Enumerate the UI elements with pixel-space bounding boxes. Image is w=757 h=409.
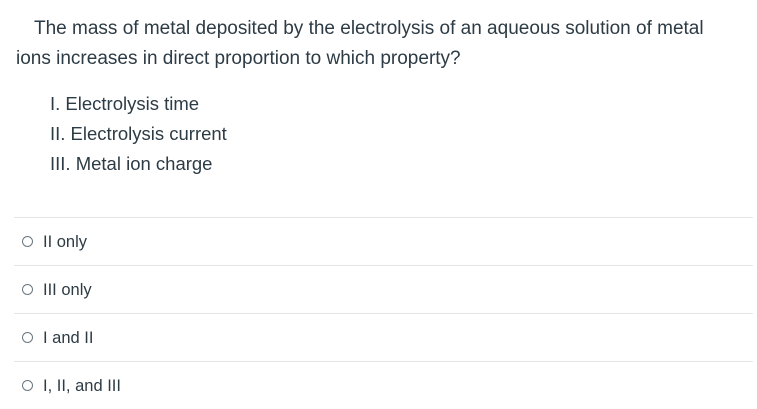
radio-button[interactable] [22, 236, 33, 247]
answer-option[interactable] [14, 361, 753, 409]
radio-button[interactable] [22, 332, 33, 343]
radio-button[interactable] [22, 380, 33, 391]
answer-label: I, II, and III [43, 376, 121, 395]
radio-button[interactable] [22, 284, 33, 295]
answer-label: I and II [43, 328, 94, 347]
answer-option[interactable] [14, 313, 753, 361]
answer-label: II only [43, 232, 88, 251]
answer-option[interactable] [14, 265, 753, 313]
statement-list [50, 89, 227, 179]
answer-option[interactable] [14, 217, 753, 265]
answer-options [14, 217, 753, 409]
answer-label: III only [43, 280, 92, 299]
question-text: The mass of metal deposited by the electrolysis of an aqueous solution of metal ions increases in direct proportion to which property? [16, 18, 704, 69]
statement-item: II. Electrolysis current [50, 123, 227, 144]
statement-item: III. Metal ion charge [50, 153, 213, 174]
statement-item: I. Electrolysis time [50, 93, 200, 114]
